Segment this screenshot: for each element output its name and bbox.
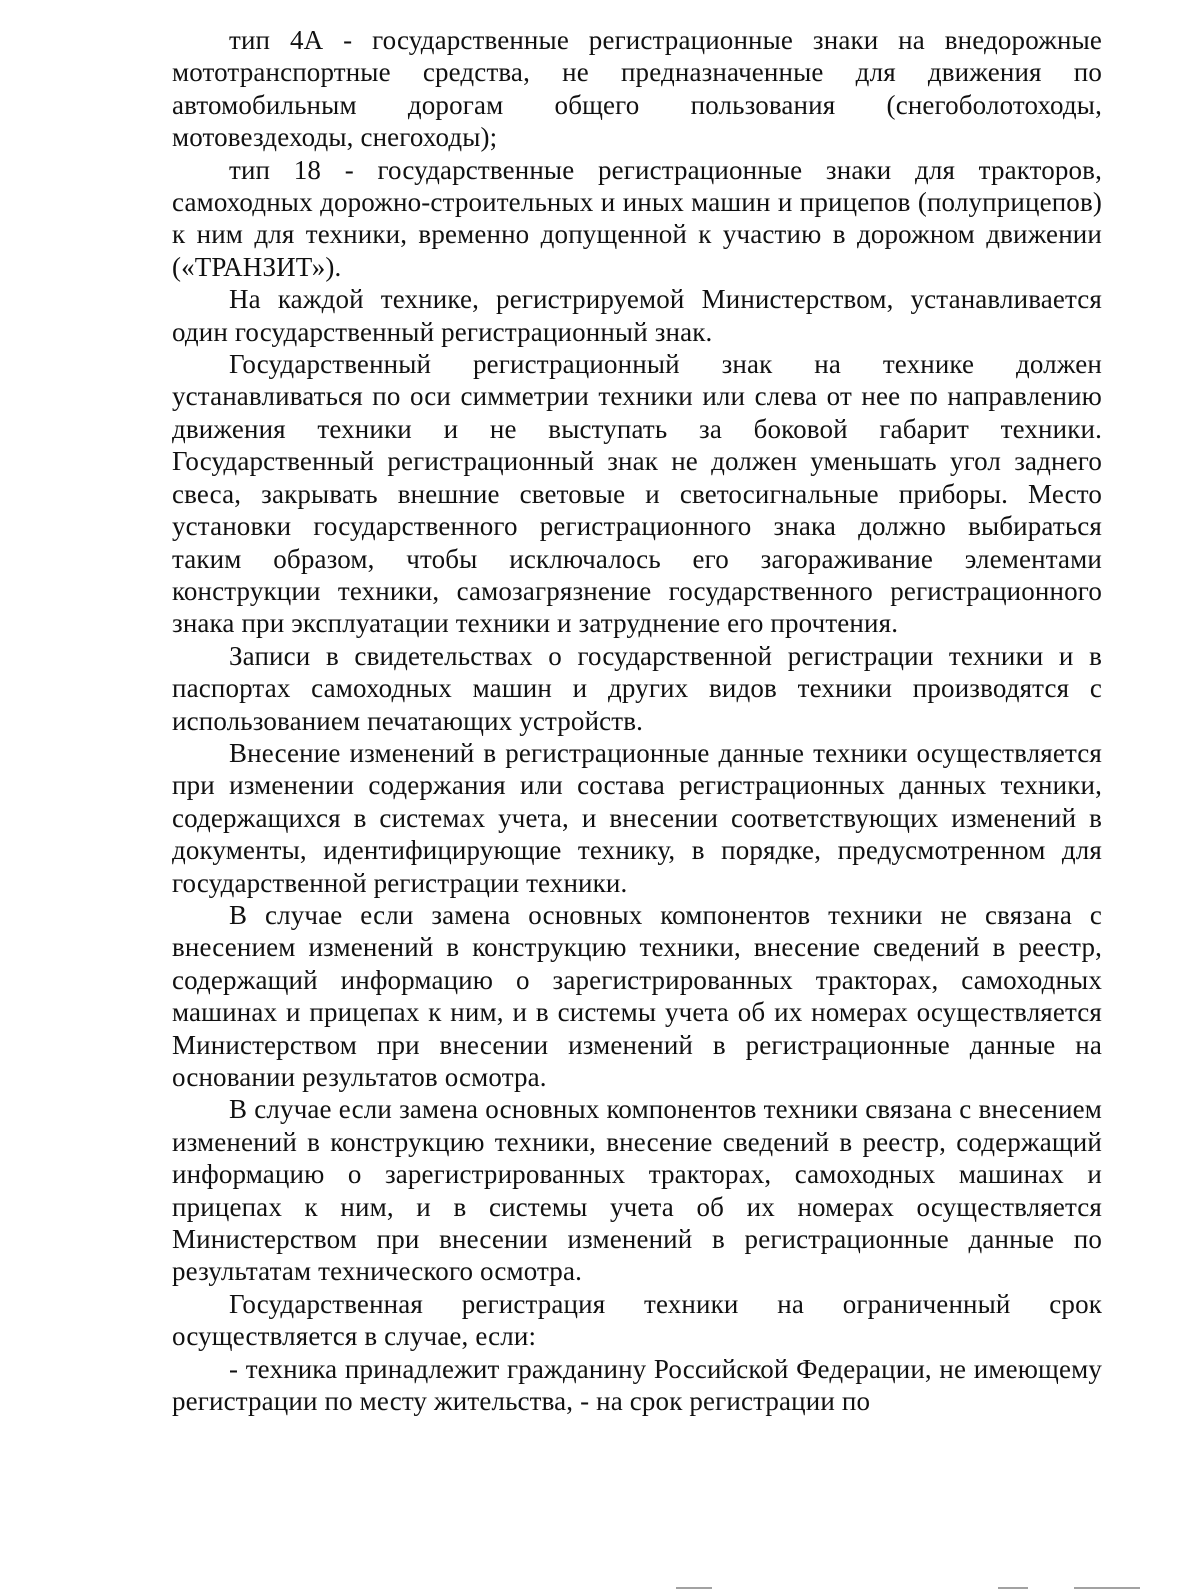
scan-mark-middle [998,1587,1028,1589]
paragraph-data-changes: Внесение изменений в регистрационные данные техники осуществляется при изменении содержания или состава регистрационных данных техники, содержащихся в системах учета, и внесении соответствующих изменений в документы, идентифицирующие технику, в порядке, предусмотренном для государственной регистрации техники. [172,737,1102,898]
scan-mark-right [1074,1587,1140,1589]
document-page [172,24,1102,1417]
scan-mark-left [676,1587,712,1589]
paragraph-certificate-records: Записи в свидетельствах о государственной регистрации техники и в паспортах самоходных машин и других видов техники производятся с использованием печатающих устройств. [172,640,1102,736]
paragraph-components-not-design: В случае если замена основных компонентов техники не связана с внесением изменений в конструкцию техники, внесение сведений в реестр, содержащий информацию о зарегистрированных тракторах, самоходных машинах и прицепах к ним, и в системы учета об их номерах осуществляется Министерством при внесении изменений в регистрационные данные на основании результатов осмотра. [172,899,1102,1092]
paragraph-citizen-no-residence: - техника принадлежит гражданину Российской Федерации, не имеющему регистрации по месту жительства, - на срок регистрации по [172,1353,1102,1417]
paragraph-limited-term: Государственная регистрация техники на ограниченный срок осуществляется в случае, если: [172,1288,1102,1352]
scan-artifacts [0,1583,1200,1593]
paragraph-type-4a: тип 4А - государственные регистрационные знаки на внедорожные мототранспортные средства, не предназначенные для движения по автомобильным дорогам общего пользования (снегоболотоходы, мотовездеходы, снегоходы); [172,25,1102,153]
paragraph-one-plate: На каждой технике, регистрируемой Министерством, устанавливается один государственный регистрационный знак. [172,284,1102,347]
paragraph-type-18: тип 18 - государственные регистрационные знаки для тракторов, самоходных дорожно-строительных и иных машин и прицепов (полуприцепов) к ним для техники, временно допущенной к участию в дорожном движении («ТРАНЗИТ»). [172,154,1102,282]
paragraph-plate-placement: Государственный регистрационный знак на технике должен устанавливаться по оси симметрии техники или слева от нее по направлению движения техники и не выступать за боковой габарит техники. Государственный регистрационный знак не должен уменьшать угол заднего свеса, закрывать внешние световые и светосигнальные приборы. Место установки государственного регистрационного знака должно выбираться таким образом, чтобы исключалось его загораживание элементами конструкции техники, самозагрязнение государственного регистрационного знака при эксплуатации техники и затруднение его прочтения. [172,349,1102,639]
paragraph-components-design: В случае если замена основных компонентов техники связана с внесением изменений в конструкцию техники, внесение сведений в реестр, содержащий информацию о зарегистрированных тракторах, самоходных машинах и прицепах к ним, и в системы учета об их номерах осуществляется Министерством при внесении изменений в регистрационные данные по результатам технического осмотра. [172,1094,1102,1287]
